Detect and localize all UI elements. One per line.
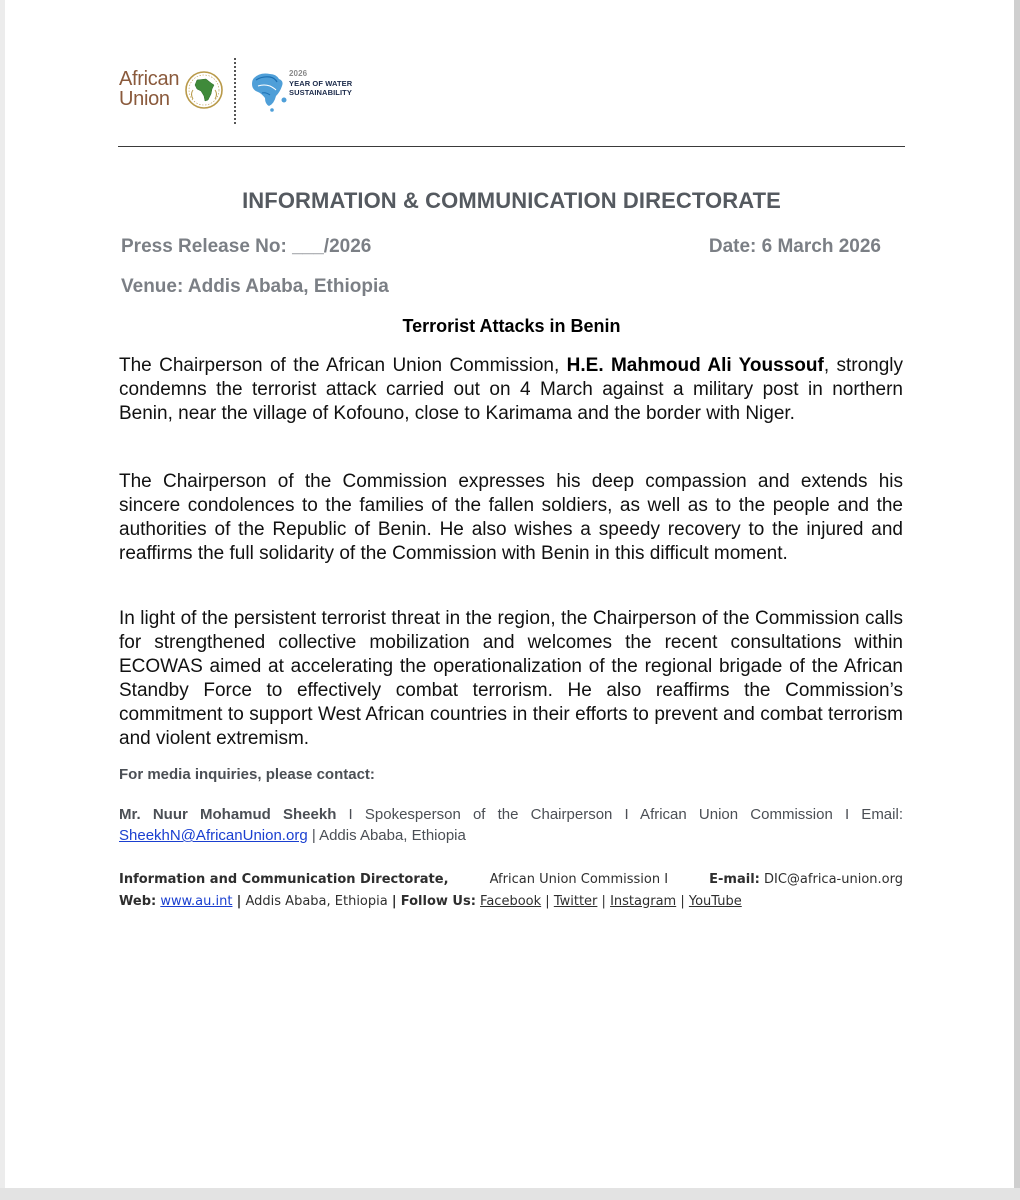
venue: Venue: Addis Ababa, Ethiopia	[121, 276, 389, 297]
viewer-edge-bottom	[0, 1188, 1020, 1200]
footer-sep: |	[545, 894, 550, 909]
footer-email-label: E-mail:	[709, 872, 760, 887]
header-rule	[118, 146, 905, 147]
footer-directorate: Information and Communication Directorate,	[119, 872, 449, 887]
body-paragraph-3: In light of the persistent terrorist threat in the region, the Chairperson of the Commission calls for strengthened collective mobilization and welcomes the recent consultations within ECOWAS aimed at accelerating the operationalization of the regional brigade of the African Standby Force to effectively combat terrorism. He also reaffirms the Commission’s commitment to support West African countries in their efforts to prevent and combat terrorism and violent extremism.	[119, 608, 903, 749]
p1-intro: The Chairperson of the African Union Commission,	[119, 355, 567, 376]
footer-web-link[interactable]: www.au.int	[160, 894, 233, 909]
footer-web-label: Web:	[119, 894, 157, 909]
twitter-link[interactable]: Twitter	[553, 894, 598, 909]
africa-emblem-icon	[184, 70, 224, 110]
water-logo-line2: SUSTAINABILITY	[289, 88, 352, 97]
year-of-water-logo	[246, 66, 366, 116]
chairperson-name: H.E. Mahmoud Ali Youssouf	[566, 355, 824, 376]
headline: Terrorist Attacks in Benin	[402, 316, 621, 336]
footer-follow-label: Follow Us:	[400, 894, 476, 909]
directorate-title: INFORMATION & COMMUNICATION DIRECTORATE	[242, 188, 781, 213]
spokesperson-details: I Spokesperson of the Chairperson I African Union Commission I Email:	[336, 806, 903, 823]
footer-email	[709, 869, 903, 891]
media-contact	[119, 804, 903, 846]
footer-line-1	[119, 869, 903, 891]
water-logo-year: 2026	[289, 69, 308, 78]
release-date: Date: 6 March 2026	[708, 236, 881, 257]
footer-commission: African Union Commission I	[489, 872, 669, 887]
african-union-logo	[119, 68, 229, 112]
body-paragraph-2: The Chairperson of the Commission expresses his deep compassion and extends his sincere condolences to the families of the fallen soldiers, as well as to the people and the authorities of the Republic of Benin. He also wishes a speedy recovery to the injured and reaffirms the full solidarity of the Commission with Benin in this difficult moment.	[119, 471, 903, 564]
footer-line-2	[119, 891, 903, 913]
viewer-edge-right	[1014, 0, 1020, 1200]
media-inquiries-label: For media inquiries, please contact:	[119, 766, 375, 783]
footer-sep: |	[680, 894, 685, 909]
water-africa-map-icon	[246, 66, 294, 114]
footer	[119, 869, 903, 913]
instagram-link[interactable]: Instagram	[610, 894, 677, 909]
water-logo-line1: YEAR OF WATER	[289, 79, 353, 88]
press-release-number: Press Release No: ___/2026	[121, 236, 372, 257]
p1-rest: , strongly condemns the terrorist attack carried out on 4 March against a military post in northern Benin, near the village of Kofouno, close to Karimama and the border with Niger.	[119, 355, 903, 424]
au-logo-word-union: Union	[119, 88, 170, 110]
logo-divider	[234, 58, 236, 124]
footer-city: Addis Ababa, Ethiopia	[241, 894, 392, 909]
spokesperson-location: | Addis Ababa, Ethiopia	[307, 827, 466, 844]
spokesperson-name: Mr. Nuur Mohamud Sheekh	[119, 806, 337, 823]
facebook-link[interactable]: Facebook	[480, 894, 542, 909]
youtube-link[interactable]: YouTube	[688, 894, 742, 909]
spokesperson-email-link[interactable]: SheekhN@AfricanUnion.org	[119, 827, 308, 844]
footer-sep: |	[391, 894, 397, 909]
footer-sep: |	[601, 894, 606, 909]
document-page	[5, 0, 1014, 1200]
footer-sep: |	[236, 894, 242, 909]
au-logo-word-african: African	[119, 68, 180, 90]
body-paragraph-1	[119, 354, 903, 426]
footer-email-address[interactable]: DIC@africa-union.org	[764, 872, 903, 887]
